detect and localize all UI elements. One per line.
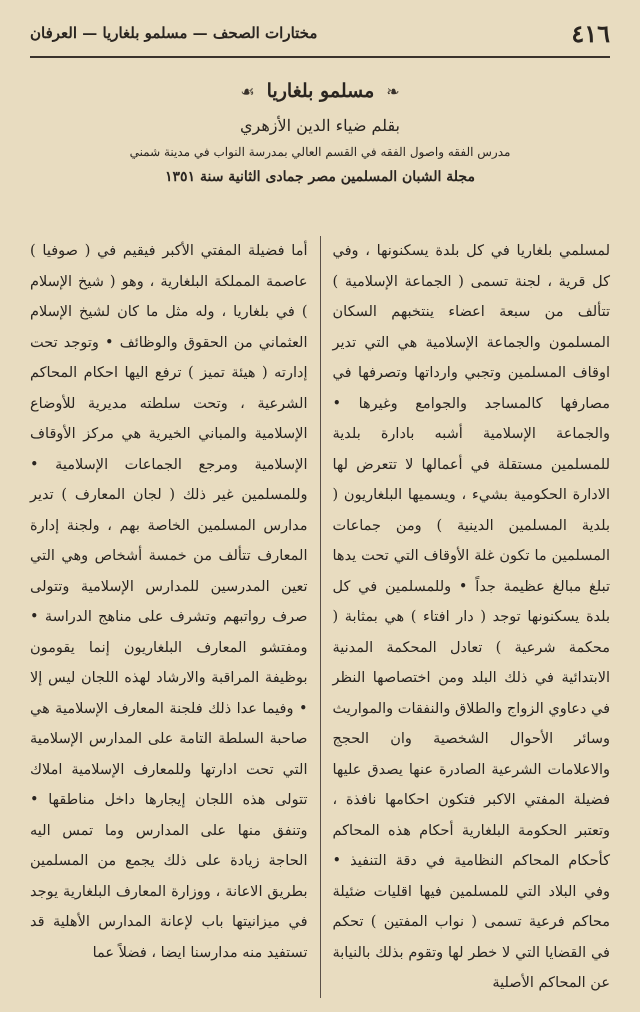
left-column — [30, 236, 308, 998]
byline: بقلم ضياء الدين الأزهري — [240, 116, 400, 135]
article-body — [30, 236, 610, 998]
article-title: مسلمو بلغاريا — [266, 80, 375, 102]
header-rule — [30, 56, 610, 58]
page-number: ٤١٦ — [571, 18, 610, 48]
running-header — [30, 14, 610, 52]
right-column — [333, 236, 611, 998]
right-column-text: لمسلمي بلغاريا في كل بلدة يسكنونها ، وفي كل قرية ، لجنة تسمى ( الجماعة الإسلامية ) تتألف من سبعة اعضاء ينتخبهم السكان المسلمون والجماعة الإسلامية هي التي تدير اوقاف المسلمين وتجبي وارداتها وتصرفها في مصارفها كالمساجد والجوامع وغيرها • والجماعة الإسلامية أشبه بادارة بلدية للمسلمين مستقلة في أعمالها لا تتعرض لها الادارة الحكومية بشيء ، ويسميها البلغاريون ( بلدية المسلمين الدينية ) ومن جماعات المسلمين ما تكون غلة الأوقاف التي تحت يدها تبلغ مبالغ عظيمة جداً • وللمسلمين في كل بلدة يسكنونها توجد ( دار افتاء ) هي بمثابة ( محكمة شرعية ) تعادل المحكمة المدنية الابتدائية في ذلك البلد ومن اختصاصها النظر في دعاوي الزواج والطلاق والنفقات والمواريث وسائر الأحوال الشخصية وان الحجج والاعلامات الشرعية الصادرة عنها يصدق عليها فضيلة المفتي الاكبر فتكون احكامها نافذة ، وتعتبر الحكومة البلغارية أحكام هذه المحاكم كأحكام المحاكم النظامية في دقة التنفيذ • وفي البلاد التي للمسلمين فيها اقليات ضئيلة محاكم فرعية تسمى ( نواب المفتين ) تحكم في القضايا التي لا خطر لها وتقوم بذلك بالنيابة عن المحاكم الأصلية — [332, 243, 610, 991]
ornament-icon: ☙ — [240, 81, 255, 101]
ornament-icon: ❧ — [386, 81, 400, 101]
article-title-row — [30, 80, 610, 102]
author-role: مدرس الفقه واصول الفقه في القسم العالي بمدرسة النواب في مدينة شمني — [129, 145, 511, 159]
running-title: مختارات الصحف — مسلمو بلغاريا — العرفان — [30, 24, 318, 42]
left-column-text: أما فضيلة المفتي الأكبر فيقيم في ( صوفيا ) عاصمة المملكة البلغارية ، وهو ( شيخ الإسلام ) في بلغاريا ، وله مثل ما كان لشيخ الإسلام العثماني من الحقوق والوظائف • وتوجد تحت إدارته ( هيئة تميز ) ترفع اليها احكام المحاكم الشرعية ، وتحت سلطته مديرية للأوضاع الإسلامية والمباني الخيرية هي مركز الأوقاف الإسلامية ومرجع الجماعات الإسلامية • وللمسلمين غير ذلك ( لجان المعارف ) تدير مدارس المسلمين الخاصة بهم ، ولجنة إدارة المعارف تتألف من خمسة أشخاص وهي التي تعين المدرسين للمدارس الإسلامية وتتولى صرف رواتبهم وتشرف على مناهج الدراسة • ومفتشو المعارف البلغاريون إنما يقومون بوظيفة المراقبة والارشاد لهذه اللجان ليس إلا • وفيما عدا ذلك فلجنة المعارف الإسلامية هي صاحبة السلطة التامة على المدارس الإسلامية التي تحت ادارتها وللمعارف الإسلامية املاك تتولى هذه اللجان إيجارها داخل مناطقها • وتنفق منها على المدارس وما تمس اليه الحاجة زيادة على ذلك يجمع من المسلمين بطريق الاعانة ، ووزارة المعارف البلغارية يوجد في ميزانيتها باب لإعانة المدارس الأهلية قد تستفيد منه مدارسنا ايضا ، فضلاً عما — [30, 243, 308, 961]
column-divider — [320, 236, 321, 998]
source-line: مجلة الشبان المسلمين مصر جمادى الثانية سنة ١٣٥١ — [165, 169, 475, 185]
article-heading — [30, 80, 610, 185]
